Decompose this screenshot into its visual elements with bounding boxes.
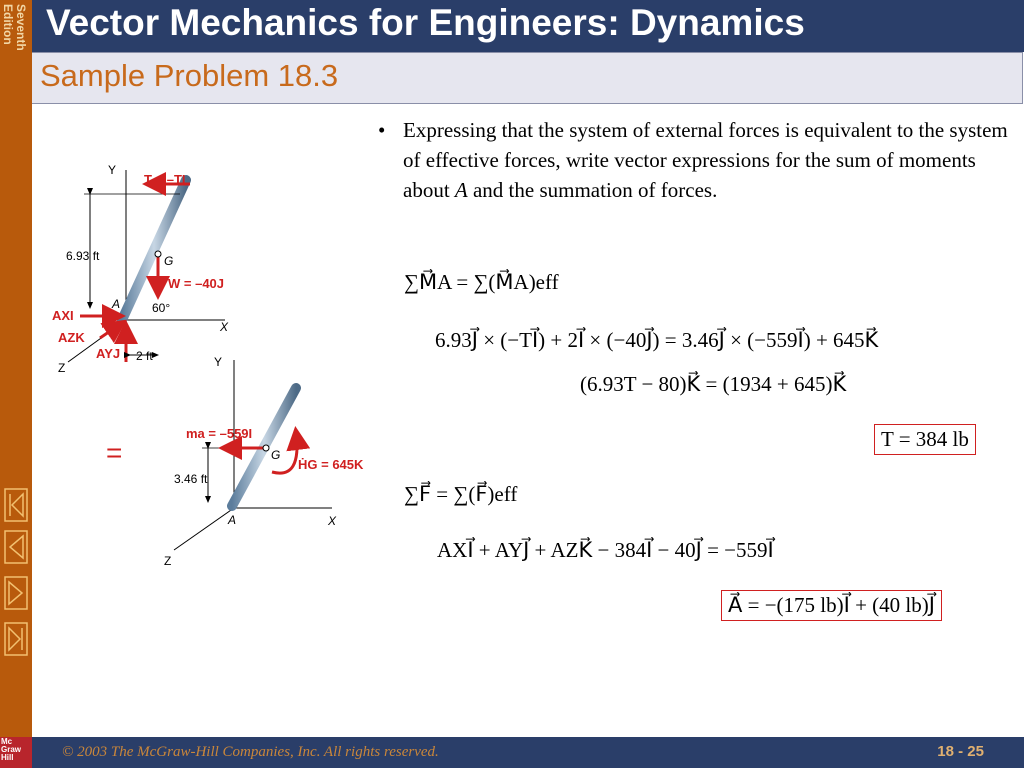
previous-slide-icon[interactable] [4,530,28,564]
ay-label: AYJ [96,346,121,361]
edition-line2: Edition [1,4,15,45]
top-y-label: Y [108,163,117,177]
az-label: AZK [58,330,85,345]
ma-label: ma = –559I [186,426,253,441]
problem-figure [40,150,370,580]
bottom-height-label: 3.46 ft [174,472,208,486]
top-z-label: Z [58,361,66,375]
first-slide-icon[interactable] [4,488,28,522]
hg-label: ḢG = 645K [298,457,364,472]
top-a-label: A [112,297,121,311]
bottom-a-label: A [228,513,237,527]
bottom-g-point [263,445,269,451]
bottom-x-label: X [328,514,337,528]
mcgraw-hill-logo [0,737,32,768]
bullet-text-a: Expressing that the system of external forces is equivalent to the system of effective forces, write vector expressions for the sum of moments about [403,118,1008,202]
edition-label [0,2,32,72]
subtitle-bar [32,52,1023,104]
bottom-g-label: G [271,448,281,462]
bullet-var: A [454,178,468,202]
page-title: Vector Mechanics for Engineers: Dynamics [46,2,805,43]
moment-simplified-equation: (6.93T − 80)K⃗ = (1934 + 645)K⃗ [580,372,847,396]
top-height-label: 6.93 ft [66,249,100,263]
logo-line3: Hill [1,753,14,762]
top-g-point [155,251,161,257]
ax-label: AXI [52,308,74,323]
dist-label: 2 ft [136,349,153,363]
equivalence-sign: = [106,437,123,468]
tension-result: T = 384 lb [874,424,976,455]
header-bar [32,0,1024,52]
copyright-text: © 2003 The McGraw-Hill Companies, Inc. All rights reserved. [62,744,439,760]
next-slide-icon[interactable] [4,576,28,610]
page-number: 18 - 25 [937,743,984,760]
sidebar [0,0,32,768]
top-rod [122,180,186,320]
moment-expansion-equation: 6.93J⃗ × (−TI⃗) + 2I⃗ × (−40J⃗) = 3.46J⃗ × (−559I⃗) + 645K⃗ [435,328,879,352]
force-sum-equation: ∑F⃗ = ∑(F⃗)eff [404,482,518,506]
bottom-z-label: Z [164,554,172,568]
bottom-y-label: Y [214,355,223,369]
top-g-label: G [164,254,174,268]
az-arrow [100,323,122,338]
top-diagram [52,163,229,375]
bottom-z-axis [174,508,237,550]
bullet-text [403,115,1008,205]
logo-line2: Graw [1,745,22,754]
footer-bar [32,737,1024,768]
angle-label: 60° [152,301,171,315]
bullet-text-b: and the summation of forces. [467,178,718,202]
slide-subtitle: Sample Problem 18.3 [40,58,339,93]
tension-label: T = –TI [144,172,186,187]
top-x-label: X [220,320,229,334]
logo-line1: Mc [1,737,13,746]
last-slide-icon[interactable] [4,622,28,656]
force-expansion-equation: AXI⃗ + AYJ⃗ + AZK⃗ − 384I⃗ − 40J⃗ = −559I⃗ [437,538,774,562]
bottom-diagram [164,355,364,568]
edition-line1: Seventh [14,4,28,51]
weight-label: W = –40J [168,276,225,291]
reaction-result: A⃗ = −(175 lb)I⃗ + (40 lb)J⃗ [721,590,942,621]
moment-sum-equation: ∑M⃗A = ∑(M⃗A)eff [404,270,559,294]
bullet-dot: • [378,118,386,142]
